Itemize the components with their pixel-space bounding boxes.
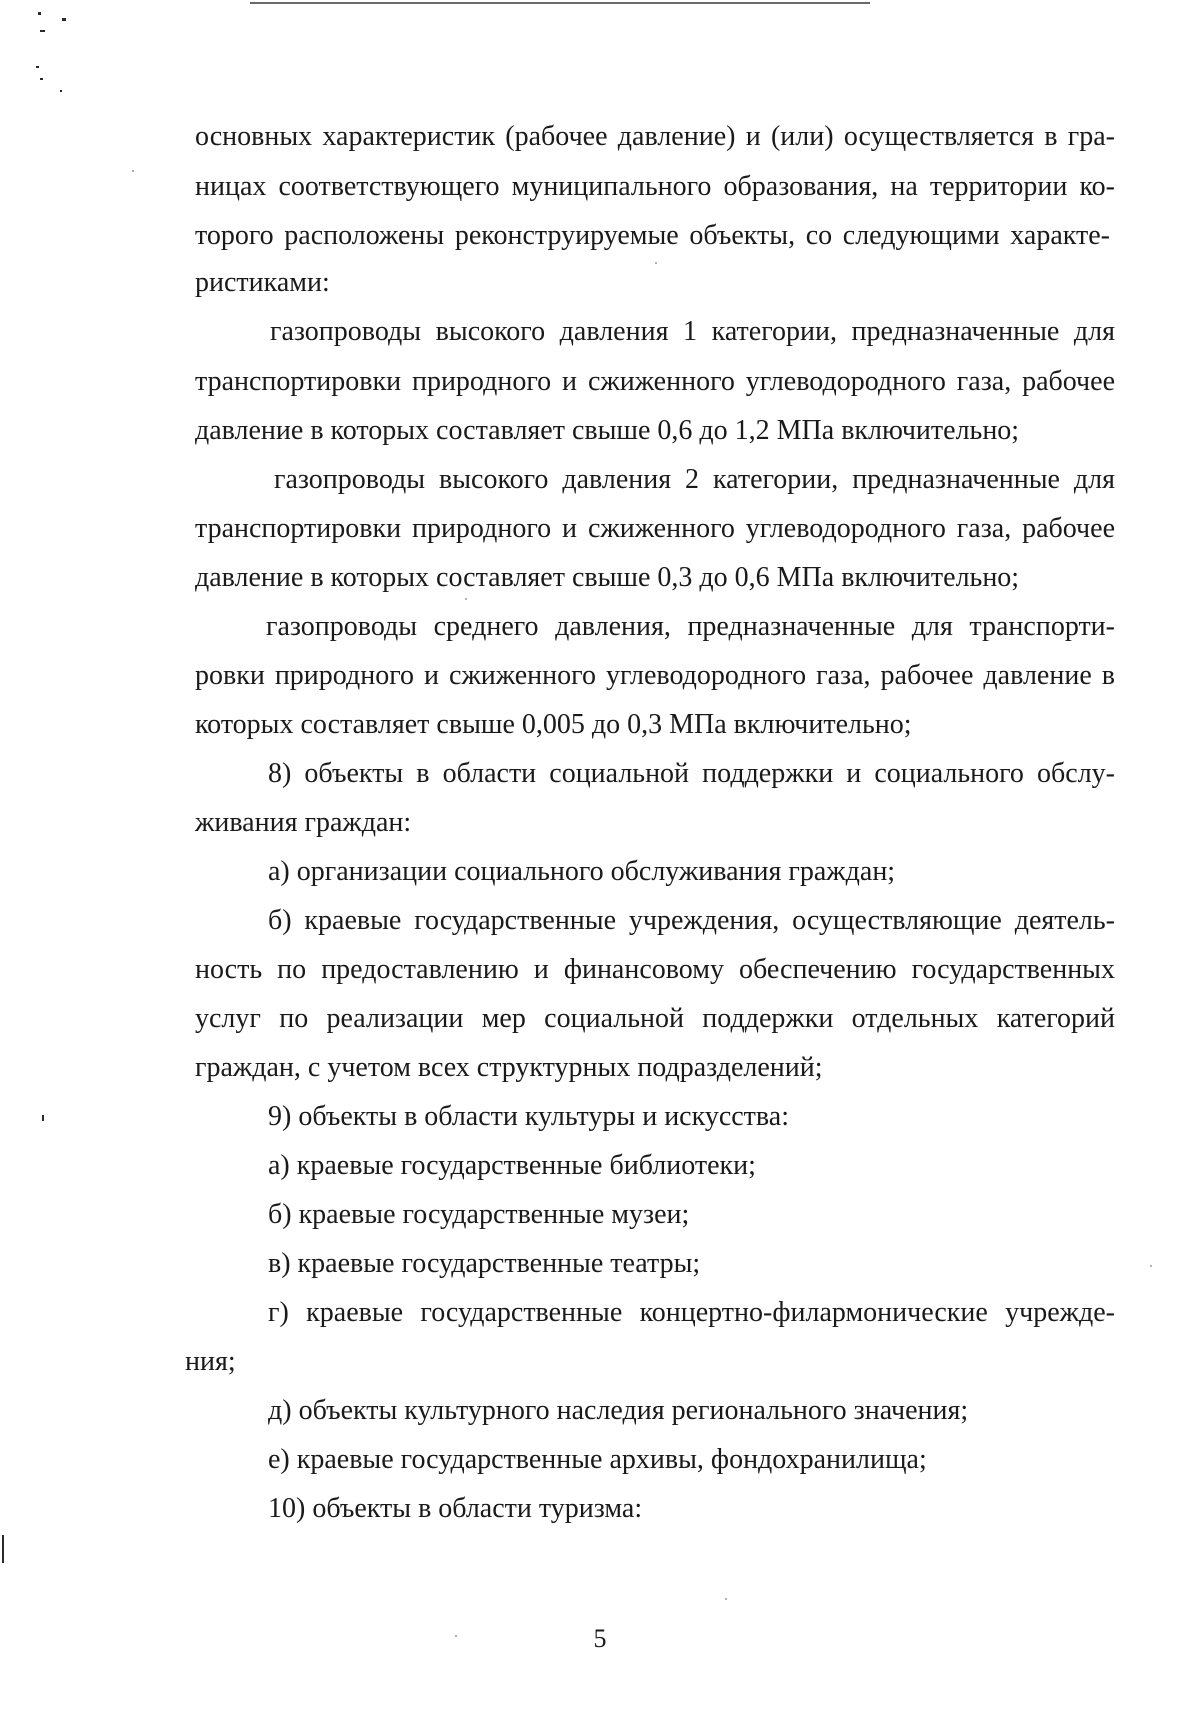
text-line: д) объекты культурного наследия регионального значения; [268, 1395, 969, 1426]
text-line: б) краевые государственные музеи; [268, 1199, 690, 1230]
text-line: ность по предоставлению и финансовому обеспечению государственных [195, 954, 1115, 985]
text-line: в) краевые государственные театры; [268, 1248, 701, 1279]
text-line: 8) объекты в области социальной поддержки и социального обслу- [268, 758, 1115, 789]
text-line: основных характеристик (рабочее давление) и (или) осуществляется в гра- [195, 121, 1115, 152]
scan-mark [40, 78, 43, 80]
scan-speck [1150, 1265, 1152, 1267]
scan-speck [655, 262, 657, 264]
text-line: услуг по реализации мер социальной поддержки отдельных категорий [195, 1003, 1115, 1034]
scan-speck [132, 170, 134, 172]
scan-mark [2, 1535, 4, 1563]
text-line: транспортировки природного и сжиженного углеводородного газа, рабочее [195, 366, 1115, 397]
text-line: ния; [185, 1346, 236, 1377]
text-line: г) краевые государственные концертно-филармонические учрежде- [268, 1297, 1115, 1328]
text-line: граждан, с учетом всех структурных подразделений; [195, 1052, 823, 1083]
page-number: 5 [593, 1624, 607, 1653]
top-scan-rule [250, 2, 870, 4]
text-line: а) краевые государственные библиотеки; [268, 1150, 756, 1181]
scan-mark [62, 18, 66, 21]
scan-mark [40, 30, 45, 32]
scan-mark [36, 66, 39, 68]
scan-speck [465, 598, 467, 600]
text-line: б) краевые государственные учреждения, осуществляющие деятель- [268, 905, 1115, 936]
text-line: торого расположены реконструируемые объекты, со следующими характе- [195, 220, 1110, 251]
text-line: а) организации социального обслуживания граждан; [268, 856, 896, 887]
text-line: давление в которых составляет свыше 0,3 до 0,6 МПа включительно; [195, 562, 1020, 593]
scan-speck [725, 1598, 727, 1600]
scan-mark [60, 90, 62, 92]
text-line: давление в которых составляет свыше 0,6 до 1,2 МПа включительно; [195, 415, 1020, 446]
text-line: газопроводы высокого давления 1 категории, предназначенные для [270, 316, 1115, 347]
text-line: газопроводы среднего давления, предназначенные для транспорти- [266, 611, 1115, 642]
text-line: е) краевые государственные архивы, фондохранилища; [268, 1444, 927, 1475]
scan-mark [42, 1115, 44, 1121]
text-line: транспортировки природного и сжиженного углеводородного газа, рабочее [195, 513, 1115, 544]
text-line: ницах соответствующего муниципального образования, на территории ко- [195, 171, 1115, 202]
text-line: 9) объекты в области культуры и искусства: [268, 1101, 789, 1132]
text-line: 10) объекты в области туризма: [268, 1493, 643, 1524]
text-line: которых составляет свыше 0,005 до 0,3 МПа включительно; [195, 709, 912, 740]
text-line: газопроводы высокого давления 2 категории, предназначенные для [274, 464, 1115, 495]
text-line: живания граждан: [195, 807, 412, 838]
text-line: ровки природного и сжиженного углеводородного газа, рабочее давление в [195, 660, 1115, 691]
text-line: ристиками: [195, 267, 330, 298]
scan-mark [38, 12, 41, 15]
